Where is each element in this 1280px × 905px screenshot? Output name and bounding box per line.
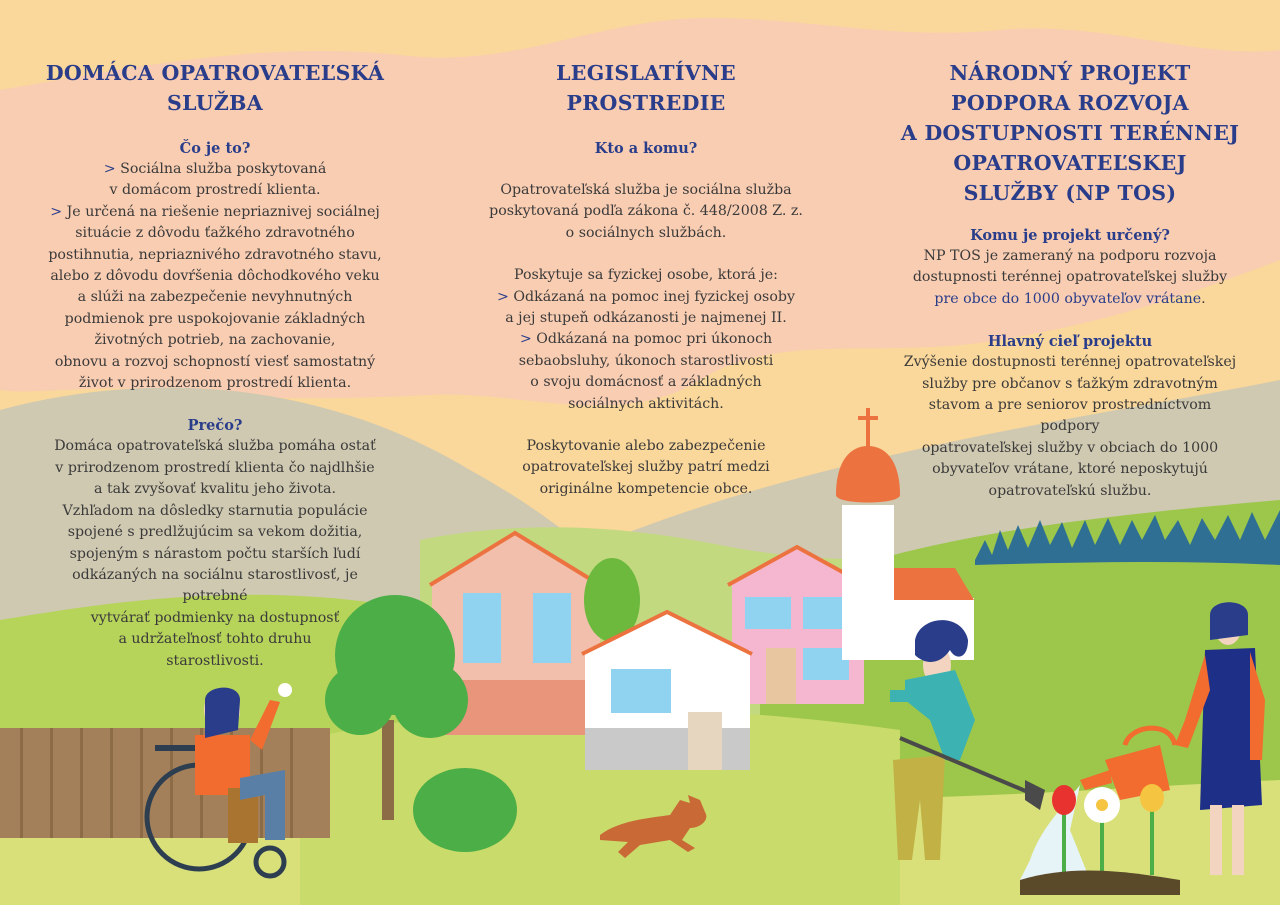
right-subheading-target: Komu je projekt určený? [970, 227, 1170, 244]
left-subheading-why: Prečo? [187, 417, 243, 435]
middle-para-2: Poskytuje sa fyzickej osobe, ktorá je: > Odkázaná na pomoc inej fyzickej osoby a jej stupeň odkázanosti je najmenej II. > Odkázaná na pomoc pri úkonoch sebaobsluhy, úkonoch starostlivosti o svoju domácnosť a základných sociálnych aktivitách. [497, 267, 795, 412]
middle-subheading-who: Kto a komu? [594, 140, 698, 157]
left-what-text: > Sociálna služba poskytovaná v domácom prostredí klienta. > Je určená na riešenie nepriaznivej sociálnej situácie z dôvodu ťažkého zdravotného postihnutia, nepriaznivého zdravotného stavu, alebo z dôvodu dovŕšenia dôchodkového veku a slúži na zabezpečenie nevyhnutných podmienok pre uspokojovanie základných životných potrieb, na zachovanie, obnovu a rozvoj schopností viesť samostatný život v prirodzenom prostredí klienta. [48, 161, 382, 392]
right-target-text: NP TOS je zameraný na podporu rozvoja dostupnosti terénnej opatrovateľskej služby pre obce do 1000 obyvateľov vrátane. [912, 248, 1228, 307]
highlight-municipalities: pre obce do 1000 obyvateľov vrátane [934, 290, 1202, 307]
middle-para-3: Poskytovanie alebo zabezpečenie opatrovateľskej služby patrí medzi originálne kompetencie obce. [522, 438, 770, 497]
right-title: NÁRODNÝ PROJEKT PODPORA ROZVOJA A DOSTUPNOSTI TERÉNNEJ OPATROVATEĽSKEJ SLUŽBY (NP TOS) [900, 61, 1240, 205]
right-subheading-goal: Hlavný cieľ projektu [987, 333, 1153, 351]
left-column [40, 58, 390, 672]
bush [413, 768, 517, 852]
left-subheading-what: Čo je to? [179, 140, 251, 157]
right-column [900, 58, 1240, 502]
middle-title: LEGISLATÍVNE PROSTREDIE [556, 61, 736, 115]
left-why-text: Domáca opatrovateľská služba pomáha ostať v prirodzenom prostredí klienta čo najdlhšie a tak zvyšovať kvalitu jeho života. Vzhľadom na dôsledky starnutia populácie spojené s predlžujúcim sa vekom dožitia, spojeným s nárastom počtu starších ľudí odkázaných na sociálnu starostlivosť, je potrebné vytvárať podmienky na dostupnosť a udržateľnosť tohto druhu starostlivosti. [54, 438, 376, 669]
left-title: DOMÁCA OPATROVATEĽSKÁ SLUŽBA [45, 61, 385, 115]
middle-column [470, 58, 822, 500]
right-goal-text: Zvýšenie dostupnosti terénnej opatrovateľskej služby pre občanov s ťažkým zdravotným stavom a pre seniorov prostredníctvom podpory opatrovateľskej služby v obciach do 1000 obyvateľov vrátane, ktoré neposkytujú opatrovateľskú službu. [903, 354, 1237, 499]
middle-para-1: Opatrovateľská služba je sociálna služba poskytovaná podľa zákona č. 448/2008 Z. z. o sociálnych službách. [489, 182, 803, 241]
